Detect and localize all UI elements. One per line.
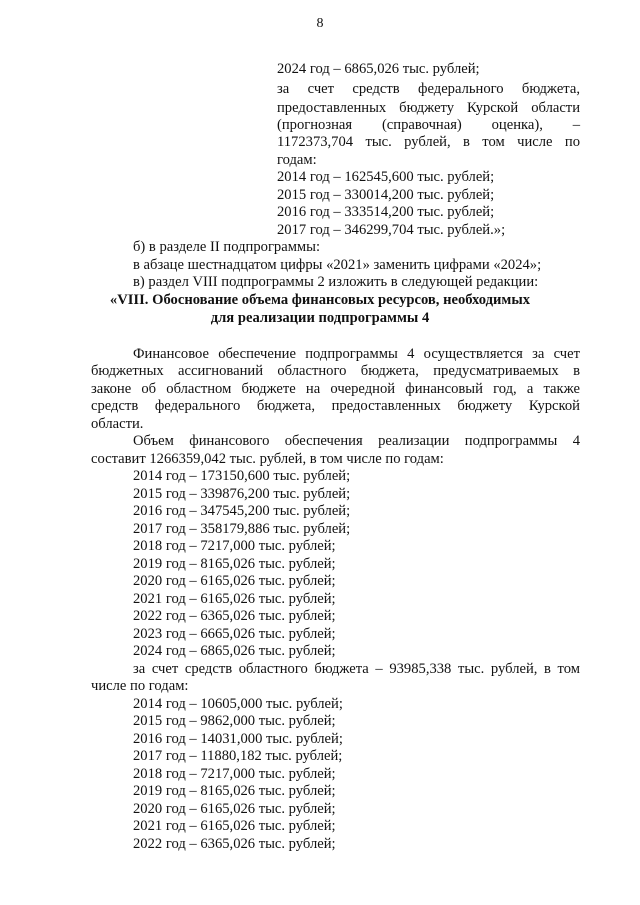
top-line: 1172373,704 тыс. рублей, в том числе по	[277, 134, 580, 150]
top-line: годам:	[277, 152, 317, 168]
section-heading: «VIII. Обоснование объема финансовых ресурсов, необходимых	[109, 292, 531, 308]
year-amount-line: 2015 год – 339876,200 тыс. рублей;	[133, 486, 351, 502]
top-line: 2016 год – 333514,200 тыс. рублей;	[277, 204, 495, 220]
year-amount-line: 2017 год – 358179,886 тыс. рублей;	[133, 521, 351, 537]
year-amount-line: 2024 год – 6865,026 тыс. рублей;	[133, 643, 336, 659]
year-amount-line: 2014 год – 173150,600 тыс. рублей;	[133, 468, 351, 484]
year-amount-line: 2017 год – 11880,182 тыс. рублей;	[133, 748, 343, 764]
amendment-line: в) раздел VIII подпрограммы 2 изложить в следующей редакции:	[133, 274, 539, 290]
paragraph-line: области.	[91, 416, 144, 432]
year-amount-line: 2014 год – 10605,000 тыс. рублей;	[133, 696, 343, 712]
year-amount-line: 2015 год – 9862,000 тыс. рублей;	[133, 713, 336, 729]
page-number: 8	[316, 16, 324, 31]
paragraph-line: законе об областном бюджете на очередной финансовый год, а также	[91, 381, 580, 397]
year-amount-line: 2021 год – 6165,026 тыс. рублей;	[133, 591, 336, 607]
paragraph-line: числе по годам:	[91, 678, 189, 694]
amendment-line: б) в разделе II подпрограммы:	[133, 239, 321, 255]
year-amount-line: 2019 год – 8165,026 тыс. рублей;	[133, 556, 336, 572]
paragraph-line: Финансовое обеспечение подпрограммы 4 осуществляется за счет	[133, 346, 580, 362]
top-line: 2014 год – 162545,600 тыс. рублей;	[277, 169, 495, 185]
top-line: 2015 год – 330014,200 тыс. рублей;	[277, 187, 495, 203]
year-amount-line: 2022 год – 6365,026 тыс. рублей;	[133, 836, 336, 852]
year-amount-line: 2018 год – 7217,000 тыс. рублей;	[133, 766, 336, 782]
year-amount-line: 2023 год – 6665,026 тыс. рублей;	[133, 626, 336, 642]
year-amount-line: 2021 год – 6165,026 тыс. рублей;	[133, 818, 336, 834]
year-amount-line: 2016 год – 347545,200 тыс. рублей;	[133, 503, 351, 519]
amendment-line: в абзаце шестнадцатом цифры «2021» заменить цифрами «2024»;	[133, 257, 542, 273]
paragraph-line: бюджетных ассигнований областного бюджета, предусматриваемых в	[91, 363, 580, 379]
year-amount-line: 2022 год – 6365,026 тыс. рублей;	[133, 608, 336, 624]
paragraph-line: за счет средств областного бюджета – 93985,338 тыс. рублей, в том	[133, 661, 580, 677]
paragraph-line: составит 1266359,042 тыс. рублей, в том числе по годам:	[91, 451, 444, 467]
year-amount-line: 2018 год – 7217,000 тыс. рублей;	[133, 538, 336, 554]
paragraph-line: Объем финансового обеспечения реализации подпрограммы 4	[133, 433, 580, 449]
year-amount-line: 2020 год – 6165,026 тыс. рублей;	[133, 801, 336, 817]
top-line: предоставленных бюджету Курской области	[277, 100, 580, 116]
paragraph-line: средств федерального бюджета, предоставленных бюджету Курской	[91, 398, 580, 414]
top-line: (прогнозная (справочная) оценка), –	[277, 117, 580, 133]
year-amount-line: 2020 год – 6165,026 тыс. рублей;	[133, 573, 336, 589]
year-amount-line: 2019 год – 8165,026 тыс. рублей;	[133, 783, 336, 799]
year-amount-line: 2016 год – 14031,000 тыс. рублей;	[133, 731, 343, 747]
top-line: 2017 год – 346299,704 тыс. рублей.»;	[277, 222, 506, 238]
top-line: за счет средств федерального бюджета,	[277, 81, 580, 97]
section-heading: для реализации подпрограммы 4	[210, 310, 430, 326]
top-line: 2024 год – 6865,026 тыс. рублей;	[277, 61, 480, 77]
